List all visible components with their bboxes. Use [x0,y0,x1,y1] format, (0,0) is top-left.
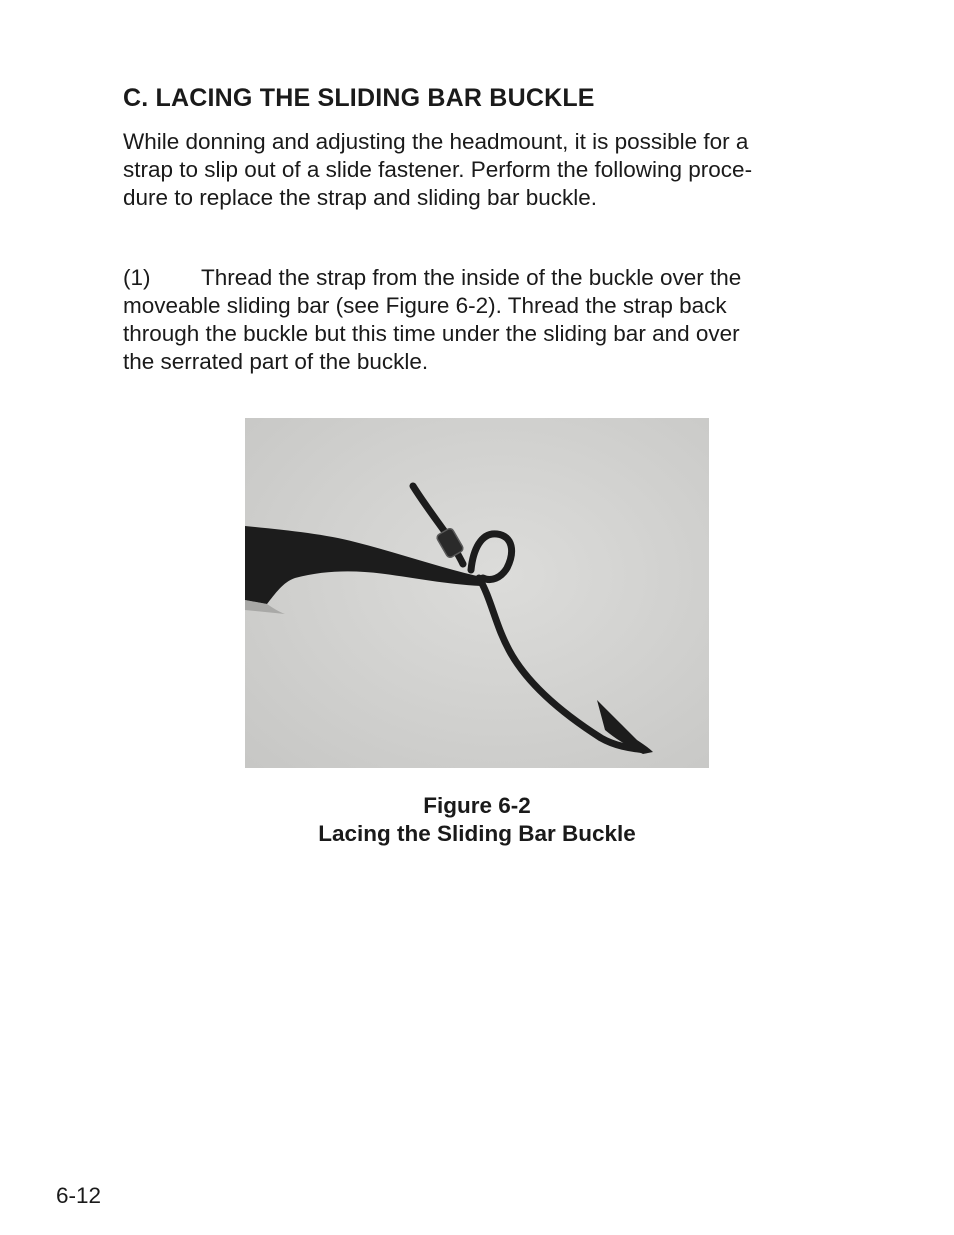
step-text: Thread the strap from the inside of the buckle over the [201,265,742,290]
figure-number: Figure 6-2 [423,793,531,818]
step-line: the serrated part of the buckle. [123,349,429,374]
intro-paragraph [123,128,835,212]
step-number: (1) [123,265,151,290]
intro-line: dure to replace the strap and sliding bar buckle. [123,185,598,210]
figure-title: Lacing the Sliding Bar Buckle [318,821,636,846]
step-line: through the buckle but this time under the sliding bar and over [123,321,740,346]
step-line [123,264,835,292]
strap-buckle-illustration [245,418,709,768]
figure-photo-strap-buckle [245,418,709,768]
section-heading: C. LACING THE SLIDING BAR BUCKLE [123,84,595,112]
step-1-paragraph [123,264,835,376]
page-number: 6-12 [56,1183,102,1208]
photo-background [245,418,709,768]
step-line: moveable sliding bar (see Figure 6-2). Thread the strap back [123,293,727,318]
intro-line: While donning and adjusting the headmount, it is possible for a [123,129,749,154]
intro-line: strap to slip out of a slide fastener. Perform the following proce- [123,157,753,182]
